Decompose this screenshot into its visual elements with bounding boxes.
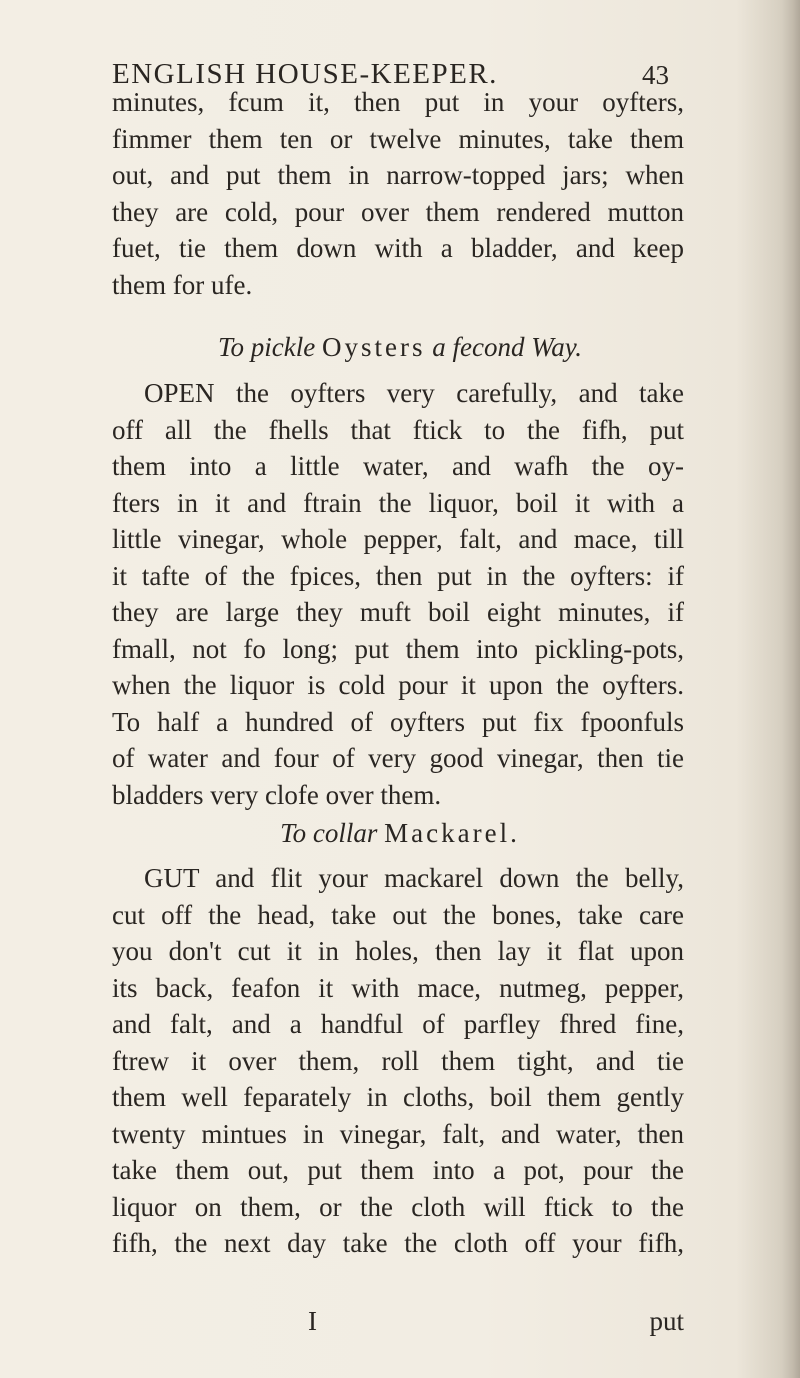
text-line: OPEN the oyfters very carefully, and take xyxy=(144,378,684,408)
heading-subject: Mackarel. xyxy=(384,818,520,848)
text-line: little vinegar, whole pepper, falt, and mace, till xyxy=(112,524,684,554)
text-line: bladders very clofe over them. xyxy=(112,779,442,810)
text-line: of water and four of very good vinegar, then tie xyxy=(112,743,684,773)
text-line: it tafte of the fpices, then put in the oyfters: if xyxy=(112,560,684,591)
text-line: out, and put them in narrow-topped jars; when xyxy=(112,160,684,190)
running-title: ENGLISH HOUSE-KEEPER. xyxy=(112,58,498,90)
text-line: them well feparately in cloths, boil them gently xyxy=(112,1082,684,1112)
recipe-heading-collar-mackarel xyxy=(0,818,800,849)
text-line: its back, feafon it with mace, nutmeg, pepper, xyxy=(112,972,684,1003)
text-line: fmall, not fo long; put them into pickling-pots, xyxy=(112,633,684,664)
paragraph-collar-mackarel xyxy=(112,860,684,1262)
catchword: put xyxy=(649,1306,684,1336)
paragraph-oysters-end xyxy=(112,84,684,303)
page-footer xyxy=(112,1306,684,1342)
heading-prefix: To pickle xyxy=(218,332,316,362)
text-line: them into a little water, and wafh the oy- xyxy=(112,451,684,481)
text-line: when the liquor is cold pour it upon the oyfters. xyxy=(112,670,684,700)
text-line: twenty mintues in vinegar, falt, and water, then xyxy=(112,1118,684,1149)
text-line: off all the fhells that ftick to the fifh, put xyxy=(112,414,684,445)
paragraph-pickle-oysters xyxy=(112,375,684,813)
text-line: take them out, put them into a pot, pour the xyxy=(112,1155,684,1185)
text-line: fuet, tie them down with a bladder, and keep xyxy=(112,233,684,263)
heading-suffix: a fecond Way. xyxy=(432,332,582,362)
text-line: ftrew it over them, roll them tight, and tie xyxy=(112,1045,684,1076)
heading-subject: Oysters xyxy=(322,332,426,362)
heading-prefix: To collar xyxy=(280,818,378,848)
text-line: them for ufe. xyxy=(112,269,253,300)
signature-mark: I xyxy=(308,1306,317,1336)
text-line: liquor on them, or the cloth will ftick to the xyxy=(112,1191,684,1222)
page-number: 43 xyxy=(642,60,669,90)
text-line: To half a hundred of oyfters put fix fpoonfuls xyxy=(112,706,684,737)
text-line: minutes, fcum it, then put in your oyfters, xyxy=(112,87,684,117)
text-line: cut off the head, take out the bones, take care xyxy=(112,899,684,930)
text-line: you don't cut it in holes, then lay it flat upon xyxy=(112,936,684,966)
text-line: they are cold, pour over them rendered mutton xyxy=(112,196,684,227)
text-line: fters in it and ftrain the liquor, boil it with a xyxy=(112,487,684,518)
text-line: fifh, the next day take the cloth off your fifh, xyxy=(112,1228,684,1258)
text-line: and falt, and a handful of parfley fhred fine, xyxy=(112,1009,684,1039)
text-line: GUT and flit your mackarel down the belly, xyxy=(144,863,684,893)
recipe-heading-pickle-oysters xyxy=(0,332,800,363)
text-line: fimmer them ten or twelve minutes, take them xyxy=(112,123,684,154)
page-edge-shadow xyxy=(782,0,800,1378)
text-line: they are large they muft boil eight minutes, if xyxy=(112,597,684,627)
